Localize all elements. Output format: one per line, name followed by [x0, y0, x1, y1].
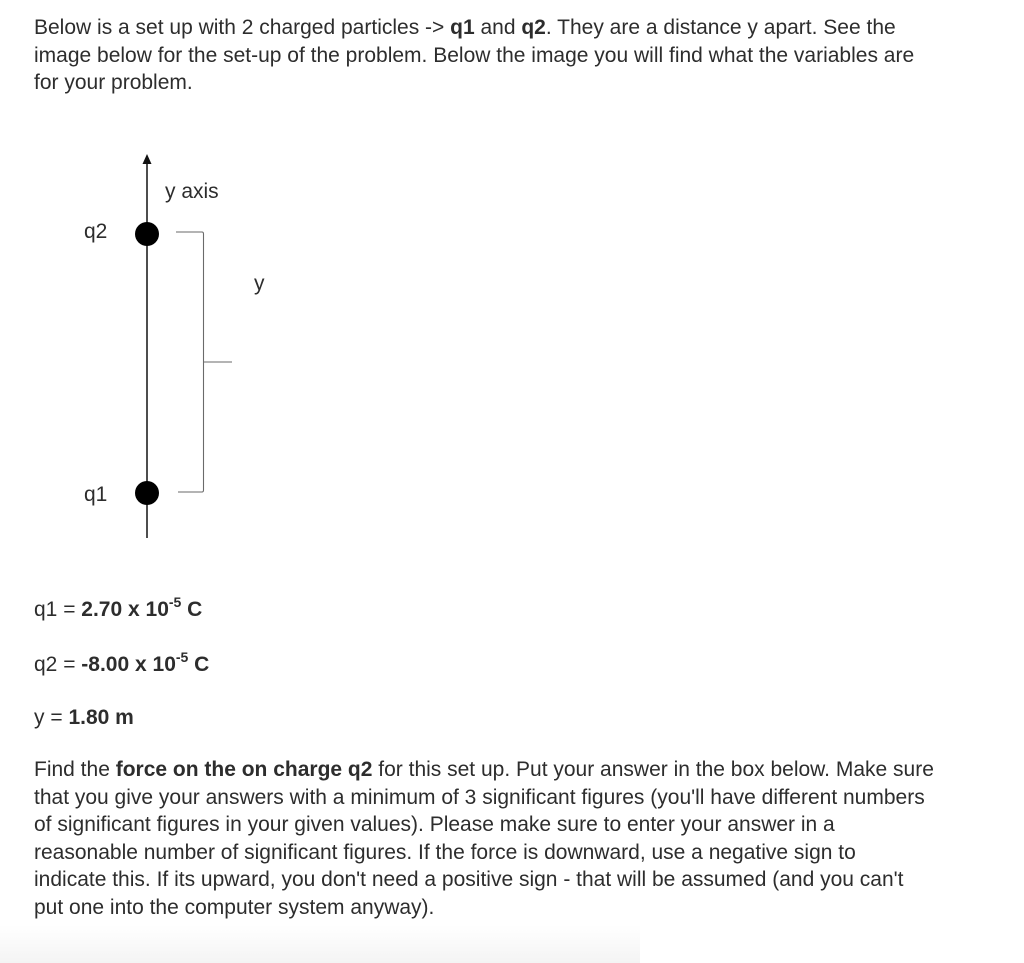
q2-label: q2: [84, 220, 108, 243]
distance-bracket: [176, 232, 204, 492]
q2-value: -8.00 x 10: [81, 653, 176, 676]
q1-equals: =: [57, 598, 82, 621]
q2-unit: C: [188, 653, 210, 676]
intro-text-1: Below is a set up with 2 charged particles ->: [34, 16, 451, 39]
q2-charge-dot: [135, 222, 159, 246]
intro-q1: q1: [450, 16, 475, 39]
q1-exponent: -5: [168, 594, 182, 610]
y-value: 1.80 m: [68, 706, 134, 729]
setup-diagram: [0, 150, 400, 550]
q2-equals: =: [57, 653, 82, 676]
intro-text-2: . They are a distance y apart. See the image below for the set-up of the problem. Below the image you will find what the variables are for your problem.: [34, 16, 915, 94]
q1-name: q1: [34, 598, 58, 621]
q2-name: q2: [34, 653, 58, 676]
q1-label: q1: [84, 483, 108, 506]
intro-text-and: and: [474, 16, 522, 39]
q1-value-line: [34, 594, 203, 624]
y-axis-arrowhead-icon: [143, 154, 152, 164]
question-bold-text: force on the on charge q2: [115, 758, 373, 781]
question-text-1: Find the: [34, 758, 116, 781]
y-axis-label: y axis: [165, 180, 219, 203]
q2-value-line: [34, 649, 210, 679]
y-name: y: [34, 706, 45, 729]
distance-y-label: y: [254, 272, 265, 295]
question-text-2: for this set up. Put your answer in the box below. Make sure that you give your answers with a minimum of 3 significant figures (you'll have different numbers of significant figures in your given values). Please make sure to enter your answer in a reasonable number of significant figures. If the force is downward, use a negative sign to indicate this. If its upward, you don't need a positive sign - that will be assumed (and you can't put one into the computer system anyway).: [34, 758, 934, 919]
intro-q2: q2: [521, 16, 546, 39]
q1-unit: C: [181, 598, 203, 621]
q1-charge-dot: [135, 481, 159, 505]
q1-value: 2.70 x 10: [81, 598, 169, 621]
question-paragraph: [34, 756, 934, 921]
q2-exponent: -5: [175, 649, 189, 665]
y-value-line: [34, 705, 134, 731]
intro-paragraph: [34, 14, 934, 97]
y-equals: =: [44, 706, 69, 729]
diagram-svg: [0, 150, 400, 550]
bottom-fade: [0, 925, 640, 963]
